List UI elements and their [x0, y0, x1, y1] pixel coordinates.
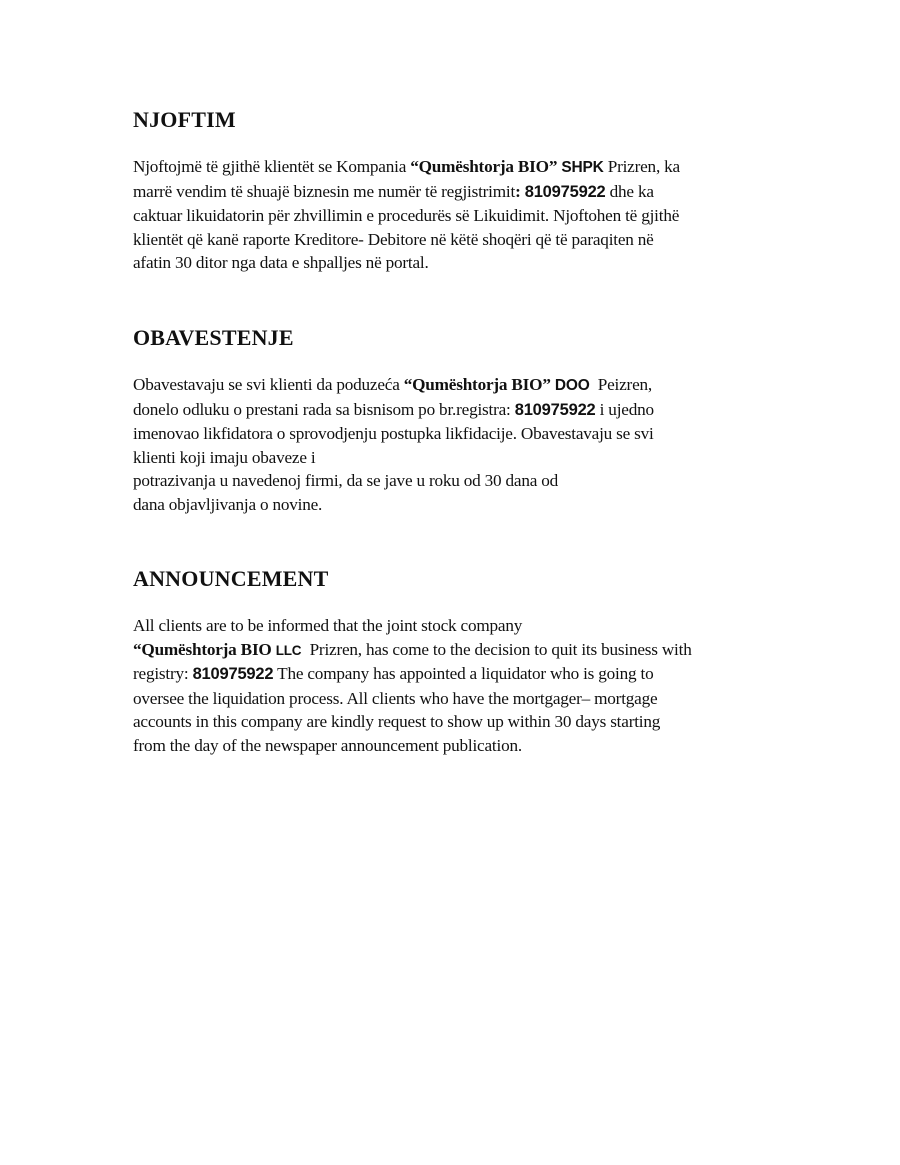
text-line: oversee the liquidation process. All clients who have the mortgager– mortgage: [133, 688, 658, 708]
company-suffix: DOO: [554, 377, 590, 394]
company-name: “Qumështorja BIO”: [403, 375, 551, 394]
heading-announcement: ANNOUNCEMENT: [133, 566, 329, 591]
text-line: registry: 810975922 The company has appointed a liquidator who is going to: [133, 664, 654, 683]
registration-number: 810975922: [514, 400, 596, 419]
company-suffix: LLC: [275, 642, 302, 658]
text-line: klientët që kanë raporte Kreditore- Debitore në këtë shoqëri që të paraqiten në: [133, 229, 654, 249]
section-english: [133, 566, 783, 757]
company-suffix: SHPK: [561, 159, 604, 176]
heading-obavestenje: OBAVESTENJE: [133, 325, 294, 350]
text-line: potrazivanja u navedenoj firmi, da se jave u roku od 30 dana od: [133, 471, 559, 490]
paragraph-serbian: [133, 373, 783, 516]
paragraph-english: [133, 614, 783, 757]
company-name: “Qumështorja BIO: [133, 639, 272, 659]
text-line: klienti koji imaju obaveze i: [133, 447, 316, 467]
text-line: donelo odluku o prestani rada sa bisnisom po br.registra: 810975922 i ujedno: [133, 399, 654, 419]
text-line: accounts in this company are kindly request to show up within 30 days starting: [133, 712, 661, 731]
text-line: from the day of the newspaper announcement publication.: [133, 735, 522, 755]
text-line: afatin 30 ditor nga data e shpalljes në portal.: [133, 253, 429, 272]
registration-number: 810975922: [524, 182, 606, 201]
text-line: caktuar likuidatorin për zhvillimin e procedurës së Likuidimit. Njoftohen të gjithë: [133, 206, 680, 225]
heading-njoftim: NJOFTIM: [133, 107, 236, 132]
section-albanian: [133, 107, 783, 275]
text-line: Njoftojmë të gjithë klientët se Kompania “Qumështorja BIO” SHPK Prizren, ka: [133, 157, 680, 176]
text-line: All clients are to be informed that the joint stock company: [133, 616, 523, 635]
registration-number: 810975922: [192, 665, 274, 683]
section-serbian: [133, 325, 783, 516]
paragraph-albanian: [133, 155, 783, 275]
text-line: marrë vendim të shuajë biznesin me numër të regjistrimit: 810975922 dhe ka: [133, 181, 654, 201]
text-line: Obavestavaju se svi klienti da poduzeća “Qumështorja BIO” DOO Peizren,: [133, 375, 652, 394]
text-line: “Qumështorja BIO LLC Prizren, has come to the decision to quit its business with: [133, 639, 692, 659]
text-line: dana objavljivanja o novine.: [133, 494, 323, 514]
text-line: imenovao likfidatora o sprovodjenju postupka likfidacije. Obavestavaju se svi: [133, 424, 654, 443]
company-name: “Qumështorja BIO”: [410, 157, 558, 176]
